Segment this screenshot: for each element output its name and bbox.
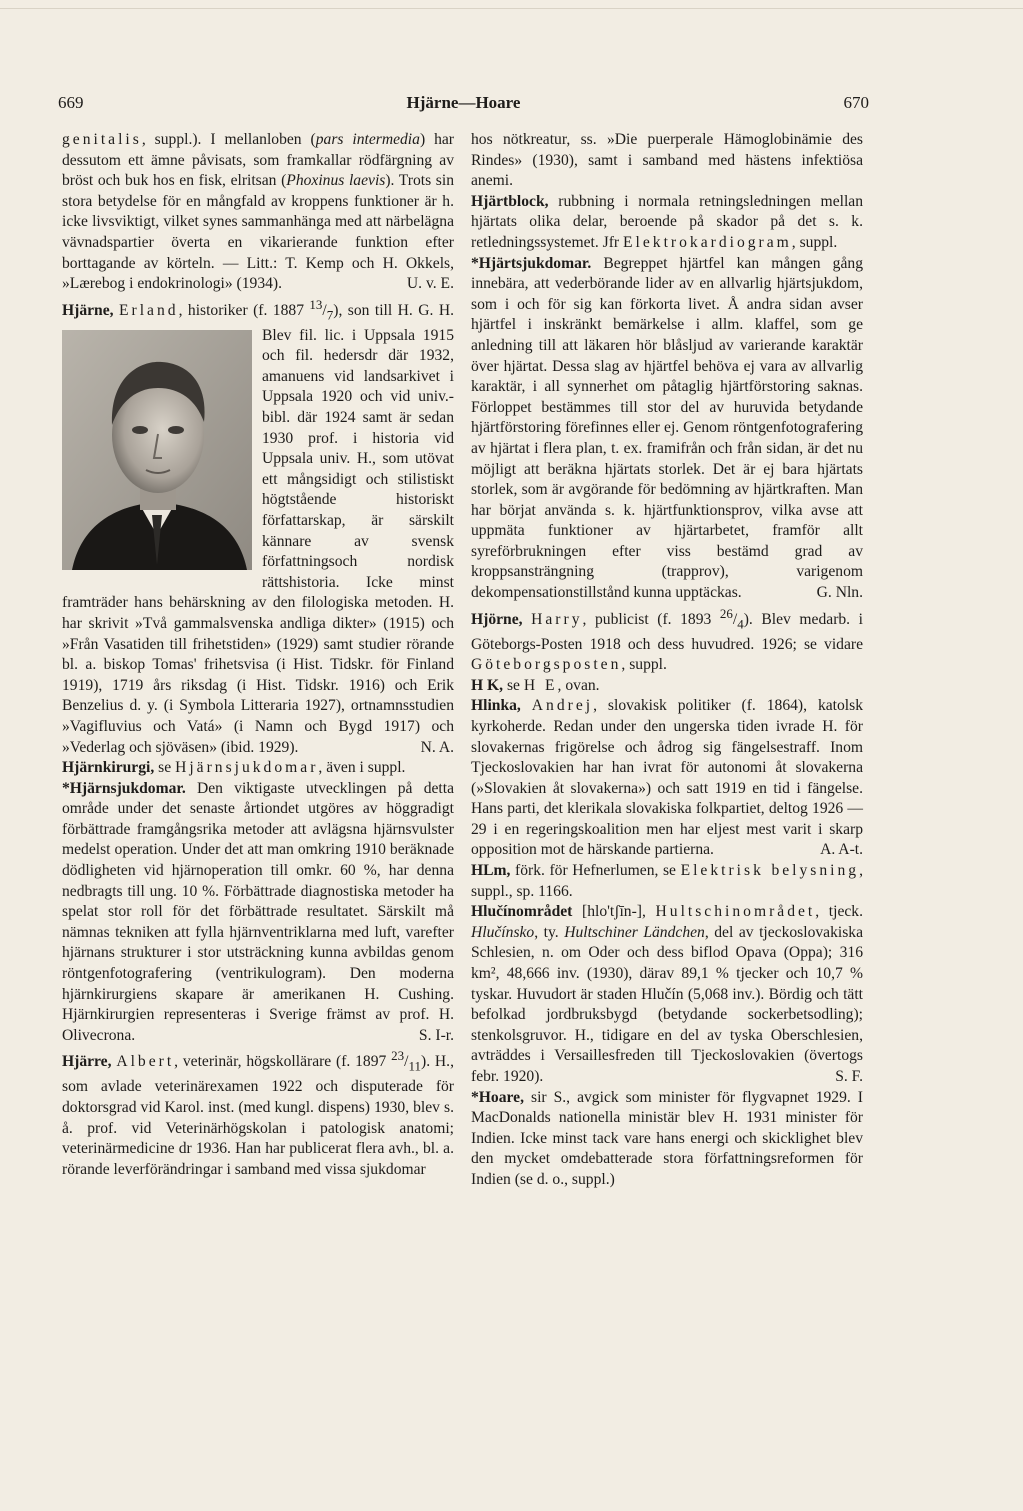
portrait-photo [62,330,252,570]
signature: A. A-t. [820,841,863,859]
entry-hoare: *Hoare, sir S., avgick som minister för flygvapnet 1929. I MacDonalds nationella ministär blev H. 1931 minister för Indien. Icke minst tack vare hans energi och skicklighet blev den mycket omdebatterade stora författningsreformen för Indien (se d. o., suppl.) [471,1088,863,1188]
page-number-left: 669 [58,93,84,112]
signature: S. F. [835,1068,863,1086]
cross-reference: Hultschinområdet [655,903,816,921]
headword: Hlinka, [471,697,521,715]
signature: G. Nln. [816,584,863,602]
headword: *Hjärtsjukdomar. [471,254,592,272]
headword: Hjärtblock, [471,192,549,210]
cross-reference: Göteborgsposten [471,656,622,674]
headword: HLm, [471,862,511,880]
headword: *Hjärnsjukdomar. [62,779,186,797]
entry-hjarne-erland: Hjärne, Erland, historiker (f. 1887 $^{13}/_7$ ), son till H. G. H. Blev fil. lic. i Uppsala 1915 och fil. hedersdr där 1932, amanuens vid landsarkivet i Uppsala 1920 och vid univ.-bibl. där 1924 samt är sedan 1930 prof. i historia vid Uppsala univ. H., som utövat ett mångsidigt och stilistiskt högtstående historiskt författarskap, är särskilt kännare av svensk författningsoch nordisk rättshistoria. Icke minst framträder hans behärskning av den filologiska metoden. H. har skrivit »Två gammalsvenska andliga dikter» (1915) och »Från Vasatiden till frihetstiden» (1929) samt studier rörande bl. a. biskop Tomas' frihetsvisa (i Hist. Tidskr. för Finland 1919), 1719 års riksdag (i Hist. Tidskr. 1916) och Erik Benzelius d. y. (i Symbola Litteraria 1927), ortnamnsstudien »Vagifluvius och Vatá» (i Namn och Bygd 1917) och »Vederlag och sjöväsen» (ibid. 1929). N. A. [62,295,454,758]
headword: Hlučínområdet [471,903,573,921]
headword: H K, [471,676,504,694]
signature: N. A. [420,738,454,756]
entry-hjarnsjukdomar: *Hjärnsjukdomar. Den viktigaste utvecklingen på detta område under det senaste årtiondet utgöres av höggradigt förbättrade framgångsrika metoder att avlägsna hjärnsvulster medelst operation. Under det att man omkring 1910 beräknade dödligheten vid hjärnoperation till omkr. 60 %, har denna nedbragts till ung. 10 %. Förbättrade diagnostiska metoder ha spelat stor roll för det förbättrade resultatet. Särskilt må nämnas tekniken att fylla hjärnventriklarna med luft, varefter hjärnans strukturer i stor utsträckning kunna avbildas genom röntgenfotografering (ventrikulogram). Den moderna hjärnkirurgiens skapare är amerikanen H. Cushing. Hjärnkirurgien representeras i Sverige främst av prof. H. Olivecrona. S. I-r. [62,779,454,1047]
cross-reference: Elektrokardiogram [623,233,792,251]
headword: Hjärnkirurgi, [62,759,155,777]
cross-reference: Hjärnsjukdomar [175,759,319,777]
entry-hjarnkirurgi: Hjärnkirurgi, se Hjärnsjukdomar, även i suppl. [62,759,406,777]
scan-edge-line [0,8,1023,9]
column-right [471,130,863,1191]
entry-hjorne-harry: Hjörne, Harry, publicist (f. 1893 $^{26}/_4$). Blev medarb. i Göteborgs-Posten 1918 och dess huvudred. 1926; se vidare Göteborgsposten, suppl. [471,605,863,674]
column-left [62,130,454,1180]
headword: Hjärne, [62,301,114,319]
entry-hjarre-continuation: hos nötkreatur, ss. »Die puerperale Hämoglobinämie des Rindes» (1930), samt i samband med hästens infektiösa anemi. [471,131,863,190]
headword: Hjärre, [62,1053,112,1071]
headword: Hjörne, [471,610,523,628]
entry-hjarre-albert: Hjärre, Albert, veterinär, högskollärare (f. 1897 $^{23}/_{11}$). H., som avlade veterinärexamen 1922 och disputerade för doktorsgrad vid Karol. inst. (med kungl. dispens) 1930, blev s. å. prof. vid Veterinärhögskolan i patologisk anatomi; veterinärmedicine dr 1936. Han har publicerat flera avh., bl. a. rörande leverförändringar i samband med vissa sjukdomar [62,1048,454,1178]
entry-hlinka-andrej: Hlinka, Andrej, slovakisk politiker (f. 1864), katolsk kyrkoherde. Redan under den ungerska tiden ivrade H. för slovakernas frigörelse och ådrog sig fängelsestraff. Inom Tjeckoslovakien har han ivrat för autonomi åt slovakerna (»Slovakien åt slovakerna») och satt 1919 en tid i fängelse. Hans parti, det klerikala slovakiska folkpartiet, deltog 1926 —29 i en regeringskoalition men har eljest mest varit i skarp opposition mot de härskande partierna. A. A-t. [471,696,863,861]
page-number-right: 670 [843,93,869,112]
entry-hypofys-continuation: genitalis, suppl.). I mellanloben (pars intermedia) har dessutom ett ämne påvisats, som framkallar rödfärgning av bröst och buk hos en fisk, elritsan (Phoxinus laevis). Trots sin stora betydelse för en mångfald av kroppens funktioner är h. icke livsviktigt, vilket synes sammanhänga med att närbelägna vävnadspartier överta en vikarierande funktion efter borttagande av körteln. — Litt.: T. Kemp och H. Okkels, »Lærebog i endokrinologi» (1934). U. v. E. [62,130,454,295]
entry-hlucinomradet: Hlučínområdet [hlo'tʃīn-], Hultschinområdet, tjeck. Hlučínsko, ty. Hultschiner Ländchen, del av tjeckoslovakiska Schlesien, n. om Oder och dess biflod Opava (Oppa); 316 km², 48,666 inv. (1930), därav 89,1 % tjecker och 10,7 % tyskar. Huvudort är staden Hlučín (5,068 inv.). Bördig och tätt befolkad jordbruksbygd (betydande sockerbetsodling); stenkolsgruvor. H., tidigare en del av tyska Oberschlesien, avträddes i Versaillesfreden till Tjeckoslovakien (övertogs febr. 1920). S. F. [471,902,863,1087]
page-header [58,93,869,117]
entry-hlm: HLm, förk. för Hefnerlumen, se Elektrisk belysning, suppl., sp. 1166. [471,862,863,900]
entry-hjartblock: Hjärtblock, rubbning i normala retningsledningen mellan hjärtats olika delar, beroende på skador på det s. k. retledningssystemet. Jfr Elektrokardiogram, suppl. [471,192,863,251]
portrait-image [62,330,252,570]
signature: S. I-r. [418,1026,454,1044]
cross-reference: Elektrisk belysning [680,862,860,880]
entry-hk: H K, se H E, ovan. [471,676,600,694]
running-title: Hjärne—Hoare [406,93,521,112]
signature: U. v. E. [406,275,454,293]
headword: *Hoare, [471,1088,524,1106]
entry-hjartsjukdomar: *Hjärtsjukdomar. Begreppet hjärtfel kan mången gång innebära, att vederbörande lider av en allvarlig hjärtsjukdom, som i och för sig kan förkorta livet. Å andra sidan avser hjärtfel i inskränkt bemärkelse i allm. klaffel, som ge anledning till att läkaren hör blåsljud av varierande karaktär över hjärtat. Dessa slag av hjärtfel behöva ej vara av allvarlig karaktär, i all synnerhet om påtaglig hjärtförstoring saknas. Förloppet bestämmes till stor del av huruvida betydande hjärtförstoring förefinnes eller ej. Genom röntgenfotografering av hjärtat i flera plan, t. ex. framifrån och från sidan, är det nu möjligt att beräkna hjärtats storlek. Det är ej bara hjärtats storlek, som är avgörande för bedömning av hjärtkraften. Man har börjat använda s. k. hjärtfunktionsprov, vilka avse att uppmäta funktioner av hjärtarbetet, framför allt syreförbrukningen efter viss bestämd grad av kroppsansträngning (trapprov), varigenom dekompensationstillstånd kunna upptäckas. G. Nln. [471,254,863,604]
cross-reference: H E [523,676,558,694]
